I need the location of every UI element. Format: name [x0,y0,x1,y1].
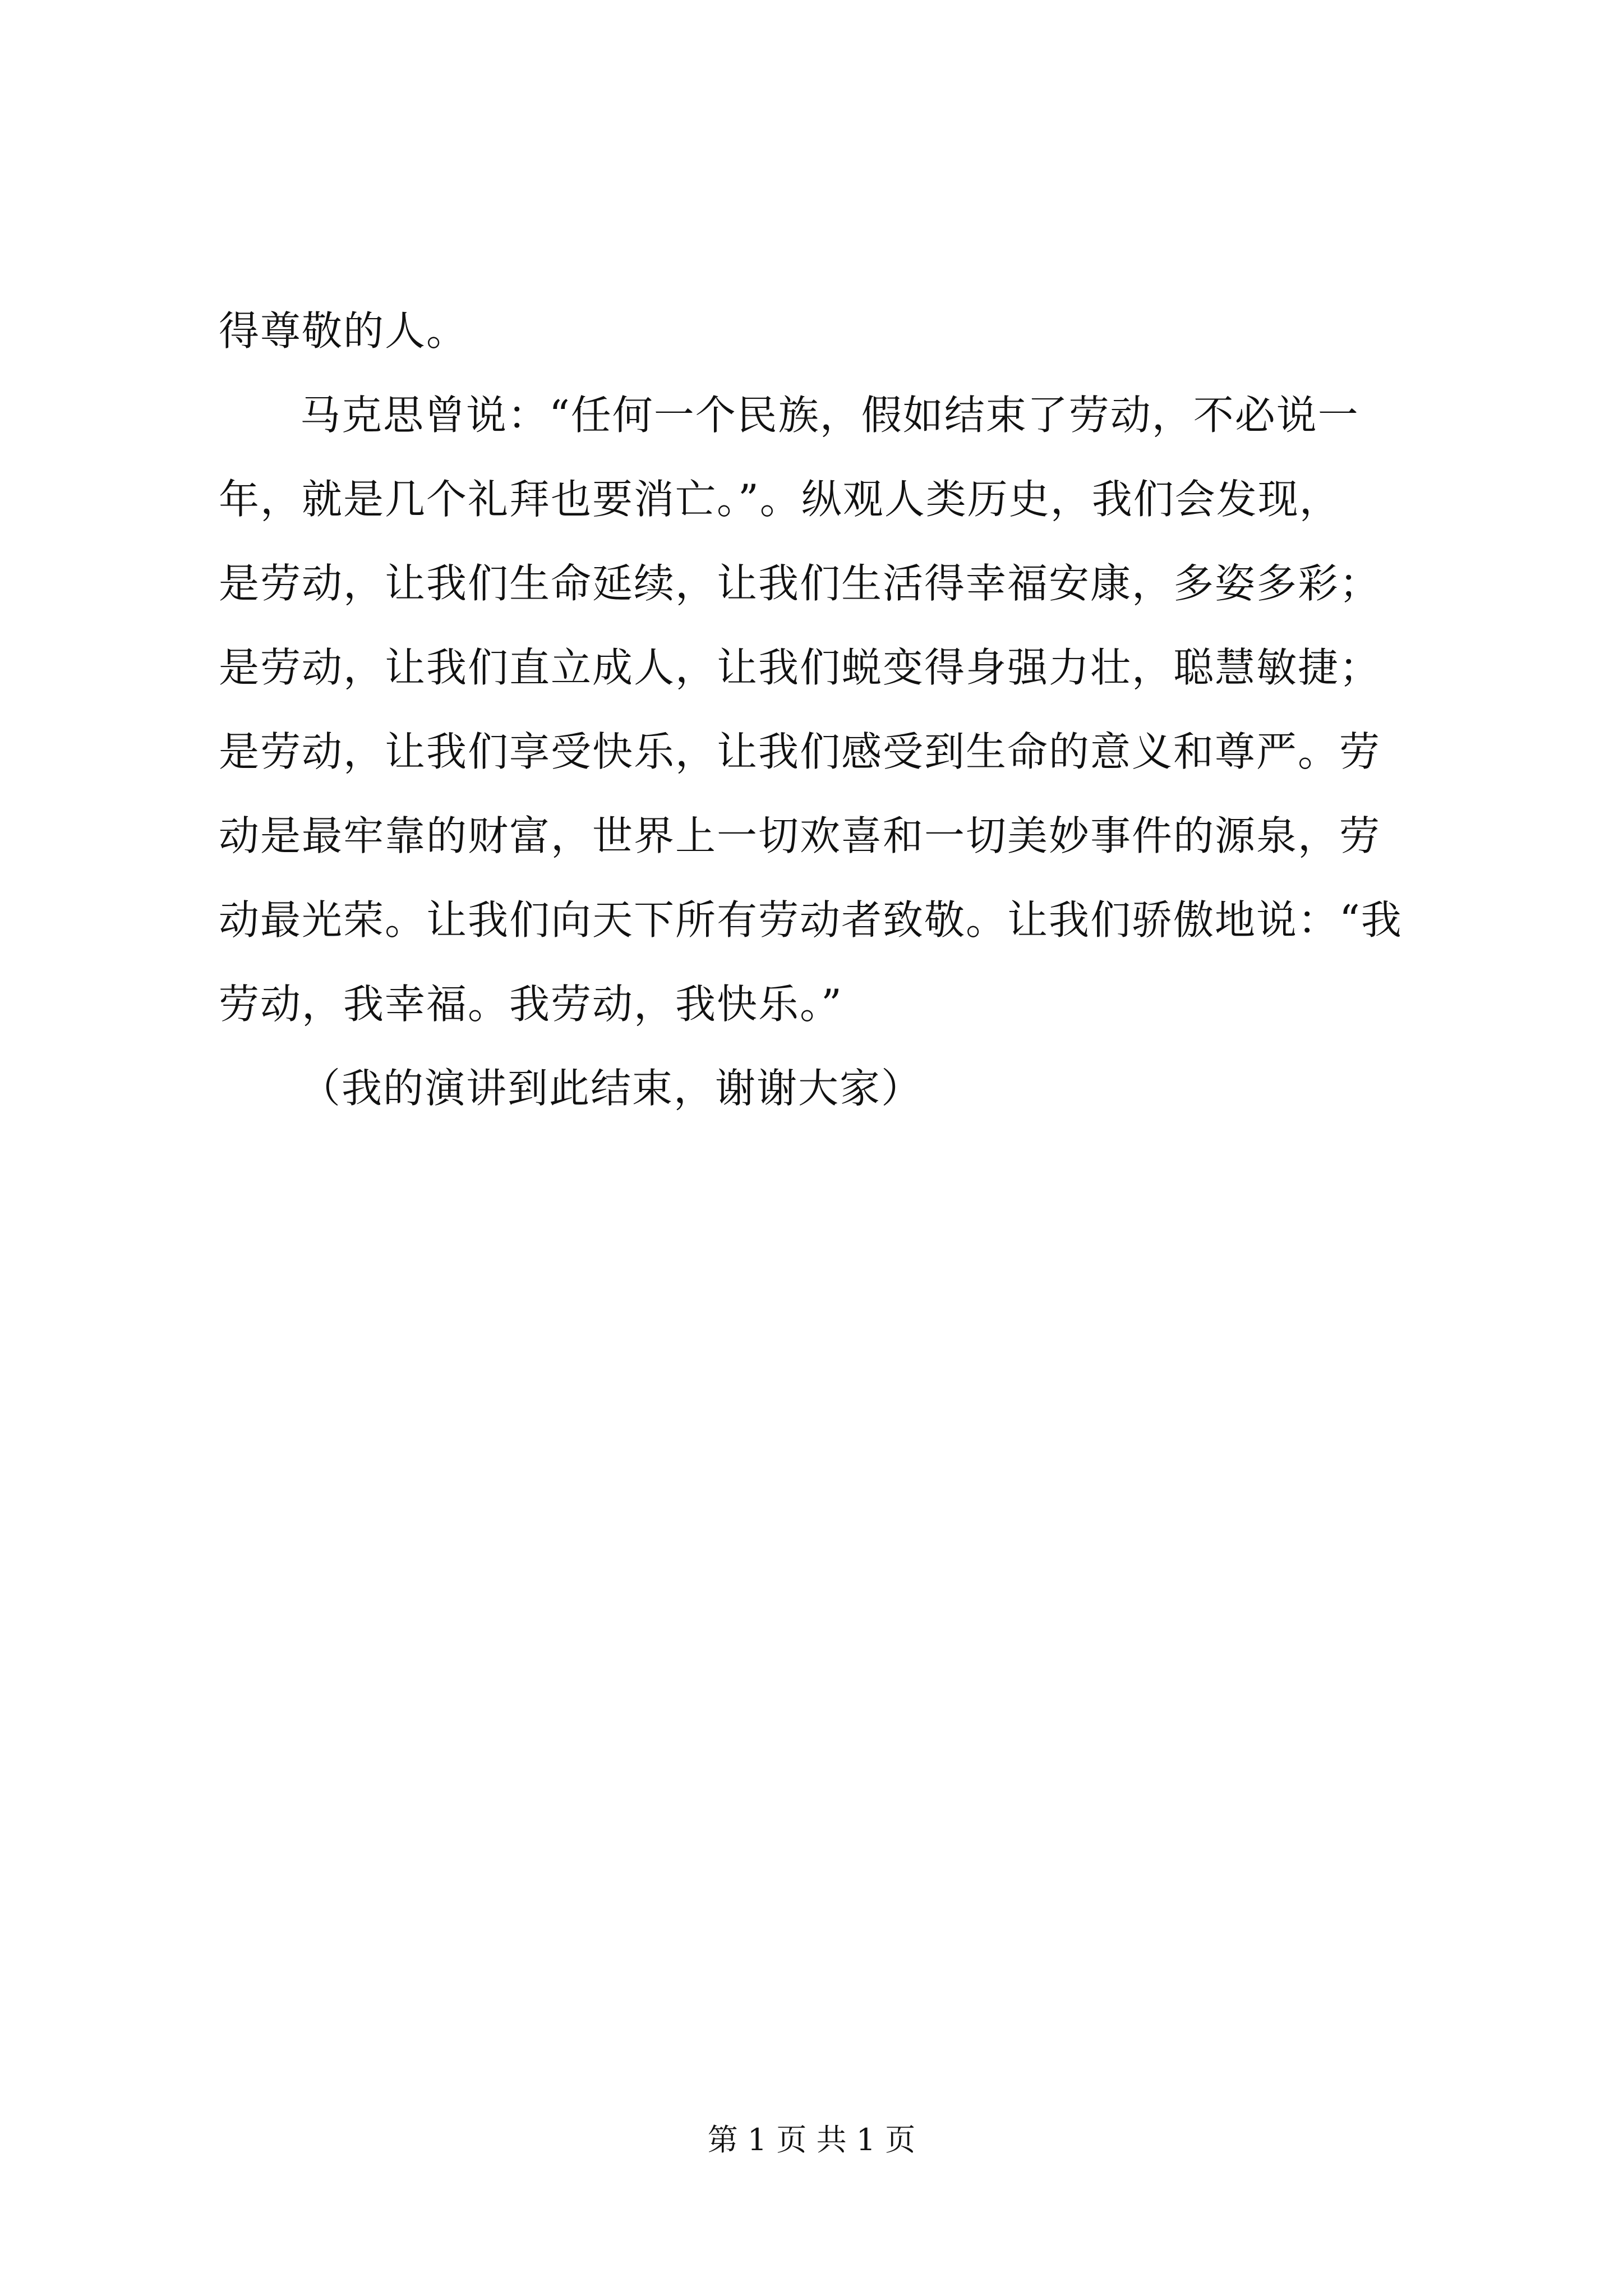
text-line-2: 马克思曾说：“任何一个民族，假如结束了劳动，不必说一 [300,392,1359,439]
text-line-7: 动是最牢靠的财富，世界上一切欢喜和一切美妙事件的源泉，劳 [219,812,1381,859]
text-line-8: 动最光荣。让我们向天下所有劳动者致敬。让我们骄傲地说：“我 [219,896,1403,944]
text-line-4: 是劳动，让我们生命延续，让我们生活得幸福安康，多姿多彩； [219,560,1381,607]
text-line-1: 得尊敬的人。 [219,307,468,355]
text-line-3: 年，就是几个礼拜也要消亡。”。纵观人类历史，我们会发现， [219,476,1341,523]
text-line-6: 是劳动，让我们享受快乐，让我们感受到生命的意义和尊严。劳 [219,728,1381,775]
text-line-5: 是劳动，让我们直立成人，让我们蜕变得身强力壮，聪慧敏捷； [219,644,1381,691]
page-footer: 第 1 页 共 1 页 [707,2122,916,2157]
closing-remark: （我的演讲到此结束，谢谢大家） [300,1065,923,1112]
text-line-9: 劳动，我幸福。我劳动，我快乐。” [219,981,843,1028]
